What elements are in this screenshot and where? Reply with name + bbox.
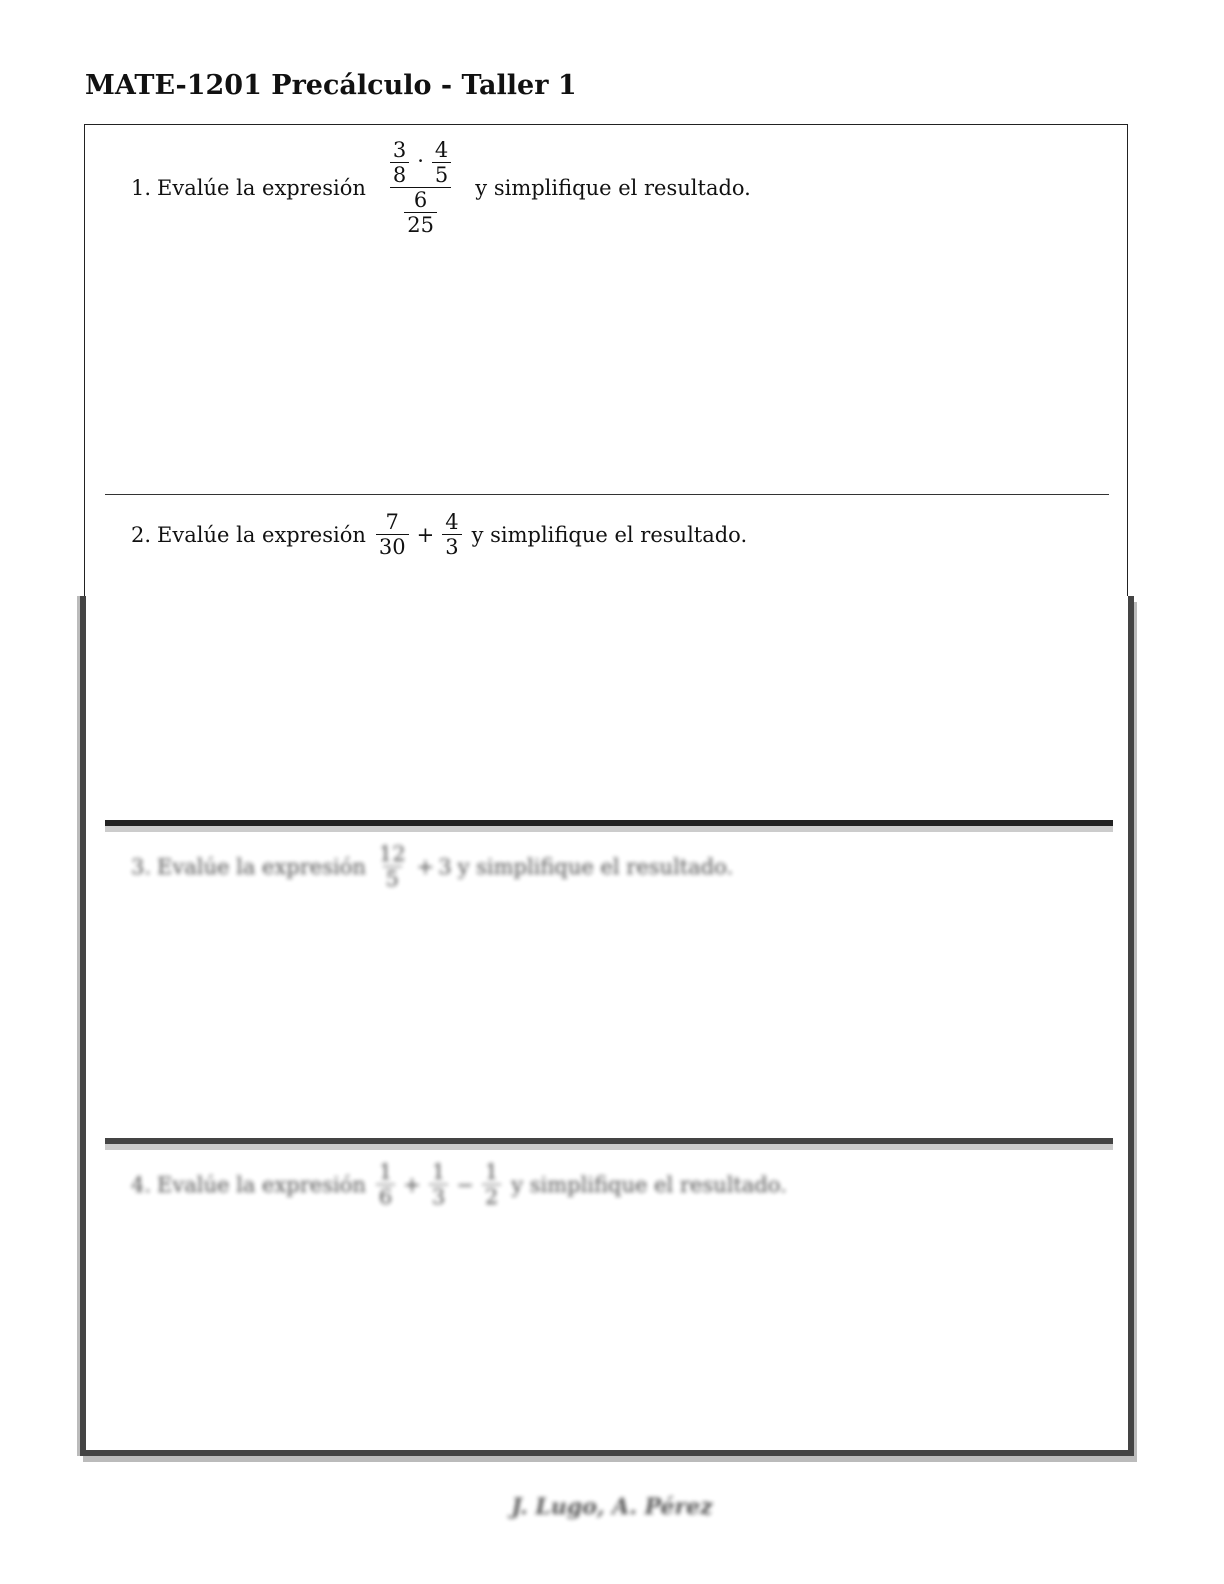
problem-divider: [105, 494, 1109, 495]
problem-divider: [105, 820, 1113, 826]
problem-prefix: Evalúe la expresión: [157, 175, 366, 200]
problem-suffix: y simplifique el resultado.: [511, 1172, 787, 1197]
numerator: 3: [392, 138, 407, 162]
numerator: 1: [378, 1160, 393, 1184]
term: 3: [438, 854, 452, 879]
problem-4: [131, 1160, 787, 1209]
operator: −: [456, 1172, 474, 1197]
numerator: 4: [434, 138, 449, 162]
problem-prefix: Evalúe la expresión: [157, 854, 366, 879]
problem-prefix: Evalúe la expresión: [157, 522, 366, 547]
fraction: [404, 188, 437, 237]
fraction: [482, 1160, 501, 1209]
numerator: 12: [378, 842, 406, 866]
fraction-denominator: [390, 187, 451, 237]
problem-3: [131, 842, 733, 891]
fraction: [429, 1160, 448, 1209]
denominator: 2: [482, 1184, 501, 1209]
page-title: MATE-1201 Precálculo - Taller 1: [85, 70, 577, 101]
numerator: 4: [445, 510, 459, 534]
compound-fraction: [376, 138, 465, 238]
denominator: 30: [376, 534, 409, 559]
problem-divider: [105, 1138, 1113, 1144]
fraction: [376, 1160, 395, 1209]
problem-suffix: y simplifique el resultado.: [471, 522, 748, 547]
problem-suffix: y simplifique el resultado.: [475, 175, 751, 200]
problem-prefix: Evalúe la expresión: [157, 1172, 366, 1197]
denominator: 3: [442, 534, 461, 559]
denominator: 5: [383, 866, 402, 891]
numerator: 7: [385, 510, 399, 534]
fraction: [376, 510, 409, 559]
fraction: [376, 842, 409, 891]
numerator: 1: [484, 1160, 499, 1184]
numerator: 1: [431, 1160, 446, 1184]
denominator: 6: [376, 1184, 395, 1209]
problem-number: 4.: [131, 1172, 152, 1197]
problem-suffix: y simplifique el resultado.: [457, 854, 734, 879]
problem-2: [131, 510, 747, 559]
denominator: 25: [404, 212, 437, 237]
fraction-numerator: [376, 138, 465, 187]
fraction: [442, 510, 461, 559]
footer-authors: J. Lugo, A. Pérez: [511, 1494, 713, 1520]
problem-1: [131, 138, 751, 238]
operator: ·: [417, 149, 424, 174]
numerator: 6: [413, 188, 428, 213]
denominator: 8: [390, 162, 409, 187]
problem-box-lower: [80, 596, 1134, 1456]
operator: +: [403, 1172, 421, 1197]
denominator: 3: [429, 1184, 448, 1209]
operator: +: [416, 854, 435, 879]
operator: +: [416, 522, 435, 547]
denominator: 5: [432, 162, 451, 187]
fraction: [432, 138, 451, 187]
problem-number: 3.: [131, 854, 152, 879]
fraction: [390, 138, 409, 187]
problem-number: 2.: [131, 522, 152, 547]
problem-number: 1.: [131, 175, 152, 200]
